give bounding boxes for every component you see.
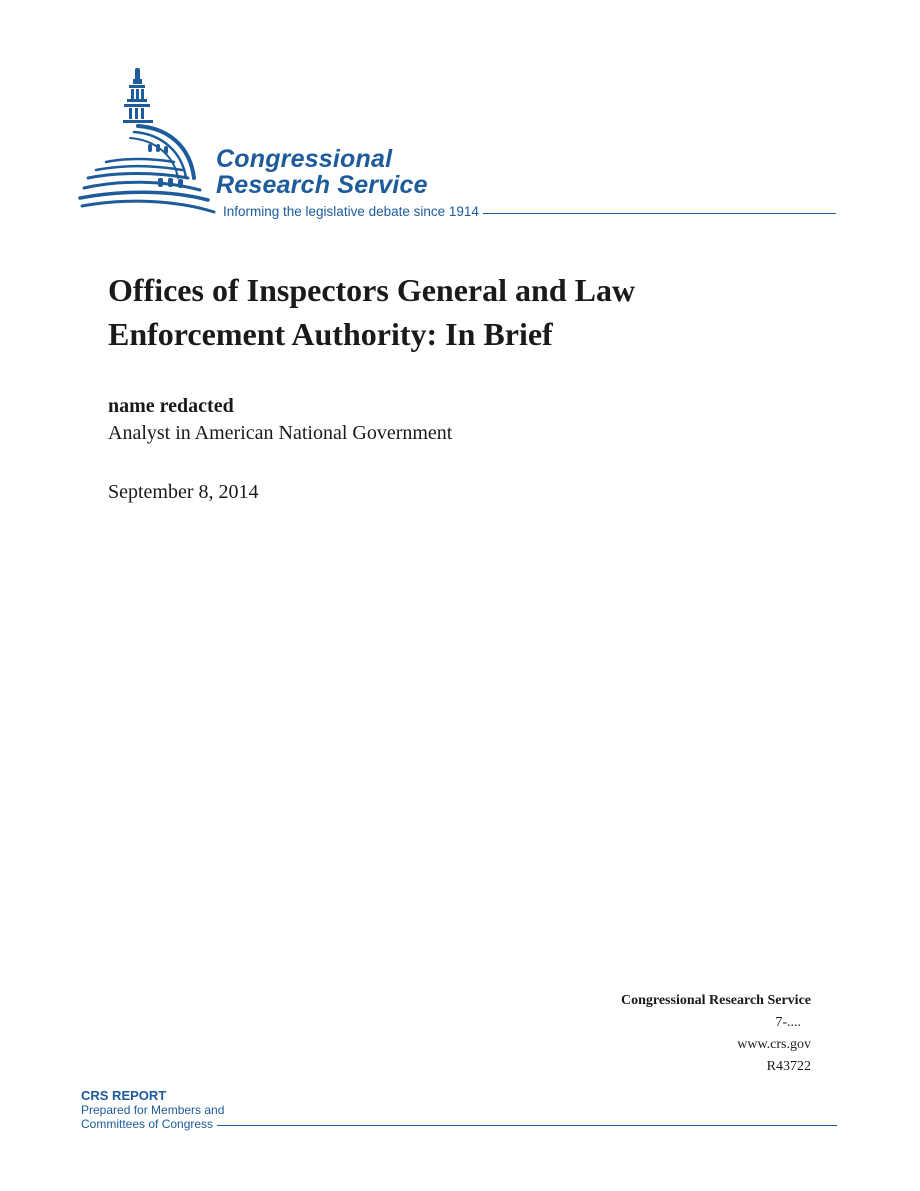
wordmark-line-2: Research Service — [216, 171, 428, 199]
report-date: September 8, 2014 — [108, 481, 259, 503]
footer-last-row — [81, 1117, 837, 1131]
meta-website[interactable]: www.crs.gov — [737, 1037, 811, 1052]
meta-code: 7-.... — [775, 1015, 801, 1030]
tagline: Informing the legislative debate since 1914 — [223, 203, 479, 219]
report-meta — [621, 990, 811, 1078]
author-role: Analyst in American National Government — [108, 422, 453, 444]
header — [78, 66, 838, 226]
footer-label: CRS REPORT — [81, 1088, 167, 1103]
author-block — [108, 393, 452, 447]
wordmark-line-1: Congressional — [216, 145, 393, 173]
meta-org: Congressional Research Service — [620, 993, 811, 1008]
meta-report-number: R43722 — [766, 1059, 811, 1074]
tagline-row — [223, 202, 836, 220]
footer-line-2: Committees of Congress — [81, 1117, 214, 1131]
capitol-dome-icon — [78, 66, 218, 216]
report-title: Offices of Inspectors General and Law Enforcement Authority: In Brief — [108, 272, 636, 352]
footer-line-1: Prepared for Members and — [81, 1103, 225, 1117]
org-wordmark — [216, 146, 428, 198]
author-name: name redacted — [108, 395, 234, 417]
footer-divider — [217, 1125, 837, 1126]
tagline-divider — [483, 213, 836, 214]
footer — [81, 1089, 837, 1131]
